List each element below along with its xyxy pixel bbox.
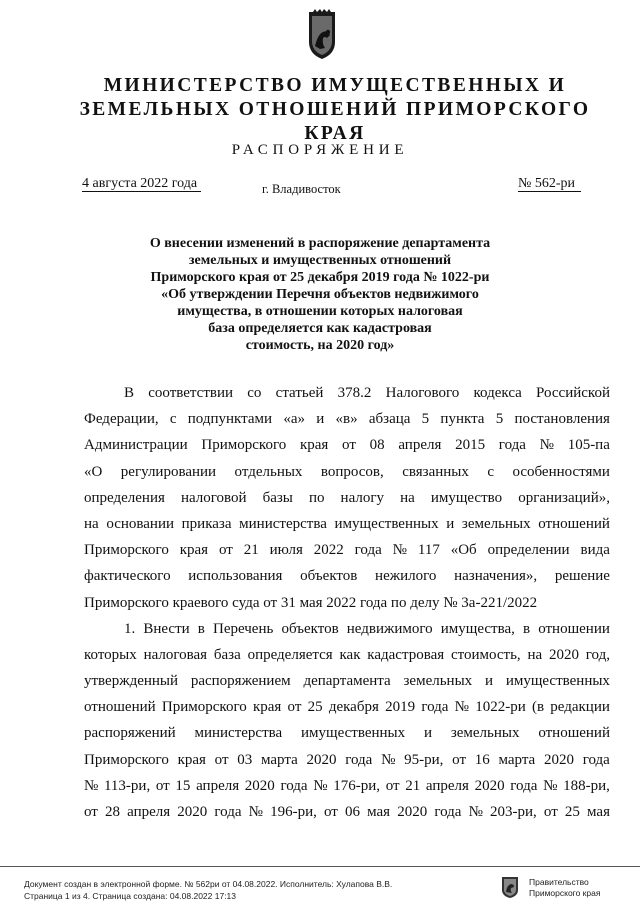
word: Приморского [161,699,247,716]
word: 117 [417,542,440,559]
word: 15 [175,777,191,794]
word: налоговой [180,489,247,506]
word: апреля [196,777,240,794]
text-line [84,432,610,458]
word: земельных [461,515,531,532]
word: и [446,515,455,532]
word: 2020 [397,804,428,820]
word: 1. [124,620,136,637]
footer-info [24,878,392,902]
text-line [84,642,610,668]
word: по [308,489,325,506]
word: отношений [538,725,610,742]
word: имущественных [505,673,610,690]
word: «а» [283,411,305,428]
document-city: г. Владивосток [262,182,341,196]
word: 378.2 [337,385,372,401]
word: министерства [194,725,283,742]
text-line [84,537,610,563]
text-line [84,511,610,537]
word: приказа [181,515,232,532]
word: в [523,620,531,637]
word: регулировании [120,463,217,480]
word: в [197,620,205,637]
word: министерства [239,515,327,532]
word: 95-ри, [404,751,444,768]
word: абзаца [368,411,411,428]
word: земельных [450,725,520,742]
word: 2020 [177,804,208,820]
word: В [124,385,135,401]
word: недвижимого [346,620,433,637]
word: на [400,489,415,506]
text-line: Приморского краевого суда от 31 мая 2022 года по делу № 3а-221/2022 [84,594,538,611]
word: объектов [300,568,358,585]
word: марта [498,751,536,768]
word: определении [487,542,570,559]
word: редакции [550,699,610,716]
word: 5 [495,411,504,428]
word: от [342,437,356,454]
word: 2022 [313,542,344,559]
word: отношений [538,515,610,532]
title-line: Приморского края от 25 декабря 2019 года № 1022-ри [150,270,490,285]
ministry-line: ЗЕМЕЛЬНЫХ ОТНОШЕНИЙ ПРИМОРСКОГО КРАЯ [79,99,591,144]
word: апреля [127,804,171,820]
word: от [324,804,338,820]
word: 16 [474,751,490,768]
word: и [316,411,325,428]
title-line: база определяется как кадастровая [208,321,432,336]
word: налоговая [143,646,208,663]
word: и [423,725,432,742]
word: от [155,777,170,794]
word: утвержденный [84,673,179,690]
word: от [452,751,466,768]
government-emblem-icon [500,875,520,899]
word: стоимость, [450,646,521,663]
document-number: № 562-ри [518,176,581,192]
word: мая [587,804,610,820]
word: края [177,751,206,768]
word: использования [188,568,283,585]
word: июля [269,542,303,559]
word: 08 [369,437,385,454]
word: 2020 [543,751,574,768]
word: 1022-ри [475,699,526,716]
title-line: О внесении изменений в распоряжение департамента [149,236,491,251]
word: 25 [307,699,323,716]
word: Приморского [201,437,287,454]
word: № [543,777,558,794]
word: статьей [275,385,324,401]
word: год, [585,646,610,663]
text-line [84,459,610,485]
text-line [84,773,610,799]
title-line: стоимость, на 2020 год» [245,338,395,353]
org-line: Приморского края [529,888,601,898]
word: организаций», [518,489,610,506]
word: кадастровая [367,646,445,663]
word: распоряжением [190,673,291,690]
footer-organization [529,877,600,899]
word: отношений [84,699,156,716]
word: база [213,646,241,663]
word: года [498,437,526,454]
word: 03 [237,751,253,768]
org-line: Правительство [529,877,589,887]
word: имущества, [440,620,515,637]
word: «в» [335,411,358,428]
word: постановления [514,411,610,428]
word: 21 [405,777,421,794]
word: апреля [398,437,442,454]
word: года [582,751,610,768]
word: 25 [564,804,580,820]
word: с [169,411,177,428]
word: пункта [440,411,485,428]
document-date: 4 августа 2022 года [82,176,201,192]
word: фактического [84,568,171,585]
word: от [287,699,302,716]
word: апреля [425,777,469,794]
text-line [84,563,610,589]
word: № [84,777,99,794]
word: 2020 [306,751,337,768]
word: от [218,542,233,559]
word: № [248,804,263,820]
word: определяется [247,646,333,663]
word: 2020 [548,646,579,663]
paragraph-preamble [84,380,610,616]
primorsky-krai-emblem-icon [305,8,339,62]
word: как [339,646,361,663]
word: года [434,804,462,820]
word: которых [84,646,137,663]
text-line [84,406,610,432]
word: имущественных [334,515,439,532]
word: 188-ри, [563,777,610,794]
text-line [84,694,610,720]
word: отдельных [234,463,303,480]
word: края [252,699,282,716]
word: «О [84,463,103,480]
word: 2020 [474,777,505,794]
word: от [84,804,98,820]
word: Российской [536,385,610,401]
word: имущество [430,489,503,506]
word: (в [531,699,545,716]
word: Администрации [84,437,188,454]
word: № [392,542,407,559]
word: имущественных [301,725,406,742]
text-line [84,668,610,694]
word: Приморского [84,542,169,559]
word: «Об [450,542,477,559]
word: базы [262,489,293,506]
word: и [484,673,494,690]
word: на [84,515,99,532]
document-type: РАСПОРЯЖЕНИЕ [231,142,409,158]
word: Перечень [212,620,274,637]
word: 2020 [244,777,275,794]
word: распоряжений [84,725,176,742]
word: декабря [328,699,379,716]
word: года [354,542,382,559]
document-title [130,235,510,354]
word: года [421,699,449,716]
word: земельных [403,673,473,690]
word: края [179,542,209,559]
word: с [487,463,495,480]
word: 113-ри, [103,777,151,794]
word: 06 [344,804,360,820]
ministry-name [60,74,610,146]
word: налогу [340,489,385,506]
word: вида [580,542,610,559]
word: определения [84,489,165,506]
word: объектов [281,620,339,637]
word: Внести [143,620,190,637]
word: года [280,777,308,794]
word: от [214,751,229,768]
word: года [510,777,538,794]
title-line: имущества, в отношении которых налоговая [177,304,463,319]
word: Приморского [84,751,169,768]
text-line [84,616,610,642]
word: Налогового [385,385,460,401]
word: нежилого [375,568,437,585]
text-line [84,799,610,825]
word: соответствии [148,385,234,401]
word: года [345,751,373,768]
text-line [84,485,610,511]
word: основании [106,515,175,532]
word: вопросов, [320,463,384,480]
word: назначения», [454,568,538,585]
text-line [84,720,610,746]
text-line [84,380,610,406]
word: 21 [243,542,259,559]
word: края [299,437,329,454]
title-line: земельных и имущественных отношений [188,253,452,268]
word: департамента [303,673,391,690]
word: со [247,385,262,401]
footer-line: Документ создан в электронной форме. № 562ри от 04.08.2022. Исполнитель: Хулапова В.В. [24,879,393,889]
word: решение [554,568,610,585]
word: 28 [104,804,120,820]
word: марта [260,751,298,768]
word: кодекса [473,385,522,401]
word: 203-ри, [490,804,537,820]
word: от [385,777,400,794]
paragraph-item-1 [84,616,610,826]
footer-line: Страница 1 из 4. Страница создана: 04.08.2022 17:13 [24,891,237,901]
word: от [543,804,558,820]
word: № [313,777,328,794]
word: № [454,699,469,716]
word: № [539,437,554,454]
word: Федерации, [84,411,159,428]
word: 5 [421,411,430,428]
word: отношении [538,620,610,637]
document-body [84,380,610,825]
word: года [214,804,242,820]
title-line: «Об утверждении Перечня объектов недвижимого [161,287,479,302]
word: особенностями [512,463,610,480]
word: 2019 [385,699,416,716]
word: на [527,646,543,663]
word: 2015 [455,437,486,454]
word: 196-ри, [270,804,317,820]
text-line [84,747,610,773]
word: 176-ри, [333,777,381,794]
word: 105-па [567,437,610,454]
word: № [468,804,483,820]
ministry-line: МИНИСТЕРСТВО ИМУЩЕСТВЕННЫХ И [103,75,567,96]
word: мая [367,804,391,820]
word: подпунктами [187,411,273,428]
word: № [381,751,396,768]
document-footer [0,866,640,906]
word: связанных [402,463,469,480]
